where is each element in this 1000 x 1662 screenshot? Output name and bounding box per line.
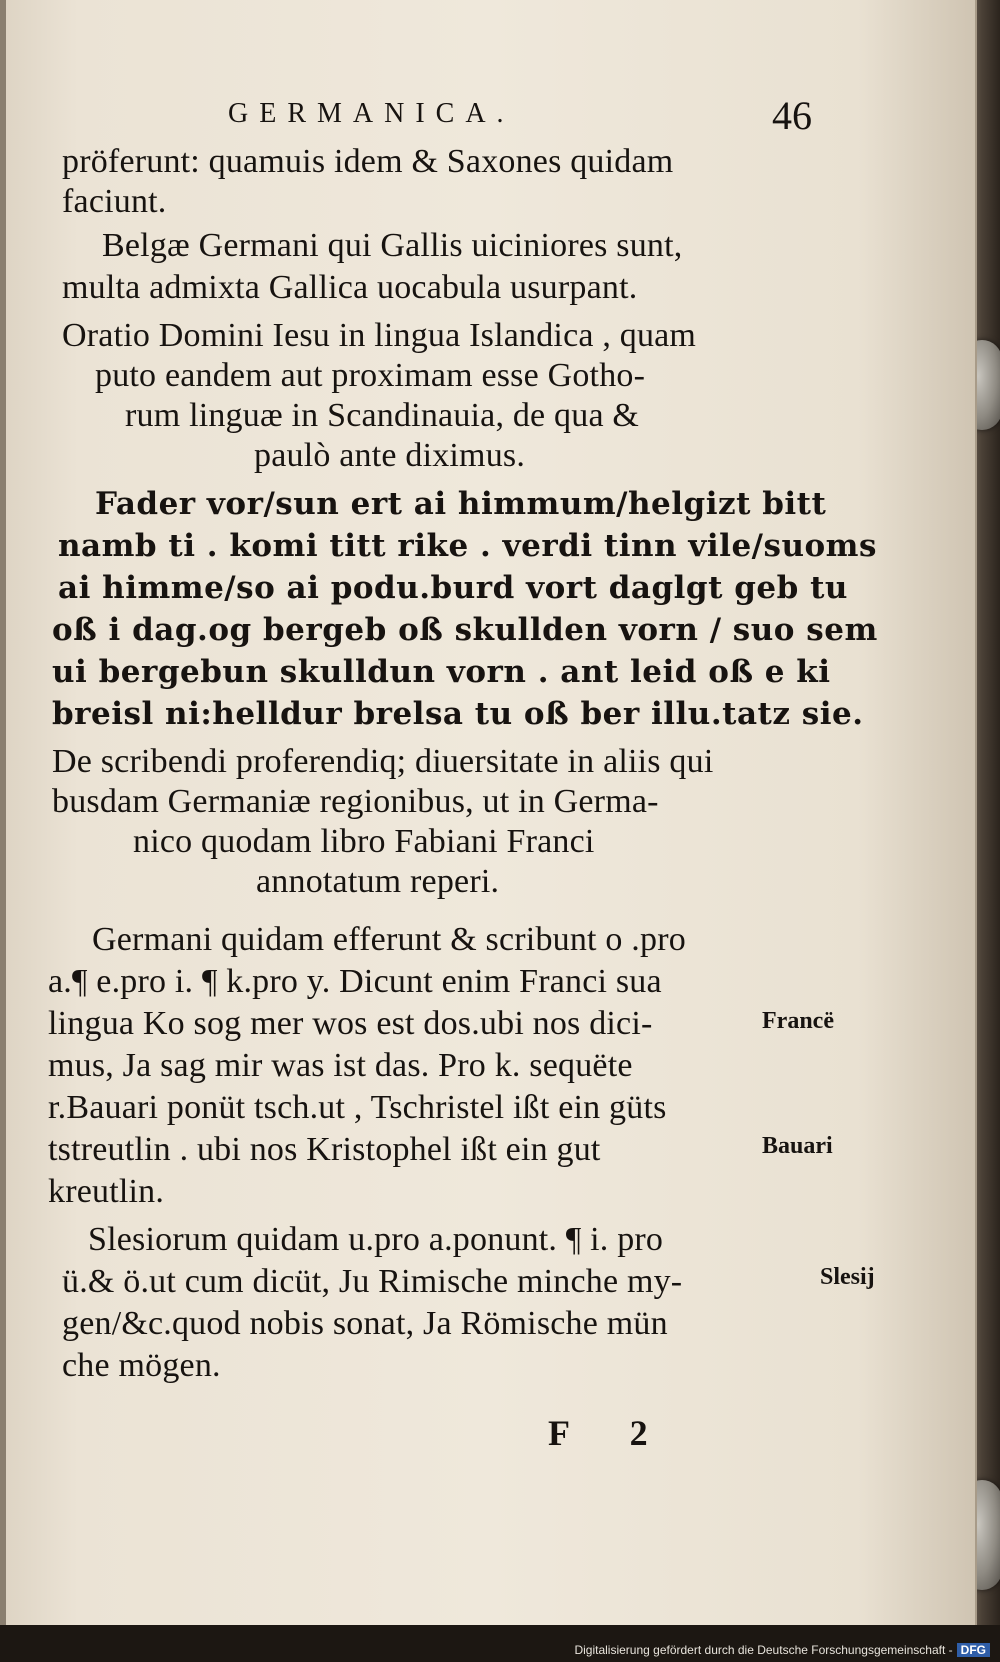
running-head: GERMANICA. (228, 98, 515, 129)
text-line: a.¶ e.pro i. ¶ k.pro y. Dicunt enim Franci sua (48, 963, 662, 1000)
text-line: Fader vor/sun ert ai himmum/helgizt bitt (95, 486, 827, 522)
text-line: gen/&c.quod nobis sonat, Ja Römische mün (62, 1305, 668, 1342)
text-line: multa admixta Gallica uocabula usurpant. (62, 269, 638, 306)
text-line: Belgæ Germani qui Gallis uiciniores sunt, (102, 227, 683, 264)
text-line: paulò ante diximus. (254, 437, 526, 474)
text-line: oß i dag.og bergeb oß skullden vorn / suo sem (52, 612, 878, 648)
marginal-note: Francë (762, 1008, 834, 1034)
text-line: pröferunt: quamuis idem & Saxones quidam (62, 143, 674, 180)
text-line: ai himme/so ai podu.burd vort daglgt geb tu (58, 570, 848, 606)
text-line: rum linguæ in Scandinauia, de qua & (125, 397, 640, 434)
marginal-note: Bauari (762, 1133, 833, 1159)
text-line: nico quodam libro Fabiani Franci (133, 823, 595, 860)
folio-number: 46 (772, 93, 812, 138)
text-line: Slesiorum quidam u.pro a.ponunt. ¶ i. pro (88, 1221, 664, 1258)
footer-credit (574, 1643, 990, 1657)
page-left-edge (0, 0, 6, 1625)
text-line: tstreutlin . ubi nos Kristophel ißt ein gut (48, 1131, 601, 1168)
text-line: che mögen. (62, 1347, 221, 1384)
text-line: faciunt. (62, 183, 167, 220)
text-line: Germani quidam efferunt & scribunt o .pro (92, 921, 686, 958)
text-line: annotatum reperi. (256, 863, 500, 900)
text-line: r.Bauari ponüt tsch.ut , Tschristel ißt ein güts (48, 1089, 667, 1126)
text-line: busdam Germaniæ regionibus, ut in Germa- (52, 783, 659, 820)
text-line: ü.& ö.ut cum dicüt, Ju Rimische minche my- (62, 1263, 683, 1300)
text-line: kreutlin. (48, 1173, 165, 1210)
text-line: Oratio Domini Iesu in lingua Islandica , quam (62, 317, 697, 354)
text-line: breisl ni:helldur brelsa tu oß ber illu.tatz sie. (52, 696, 864, 732)
text-line: mus, Ja sag mir was ist das. Pro k. sequëte (48, 1047, 633, 1084)
marginal-note: Slesij (820, 1264, 875, 1290)
signature-mark: F 2 (548, 1413, 674, 1453)
text-line: puto eandem aut proximam esse Gotho- (95, 357, 646, 394)
text-line: ui bergebun skulldun vorn . ant leid oß e ki (52, 654, 831, 690)
text-line: De scribendi proferendiq; diuersitate in aliis qui (52, 743, 714, 780)
dfg-logo-icon: DFG (957, 1643, 990, 1657)
text-line: lingua Ko sog mer wos est dos.ubi nos dici- (48, 1005, 653, 1042)
footer-credit-text: Digitalisierung gefördert durch die Deutsche Forschungsgemeinschaft - (574, 1643, 953, 1657)
text-line: namb ti . komi titt rike . verdi tinn vile/suoms (58, 528, 877, 564)
